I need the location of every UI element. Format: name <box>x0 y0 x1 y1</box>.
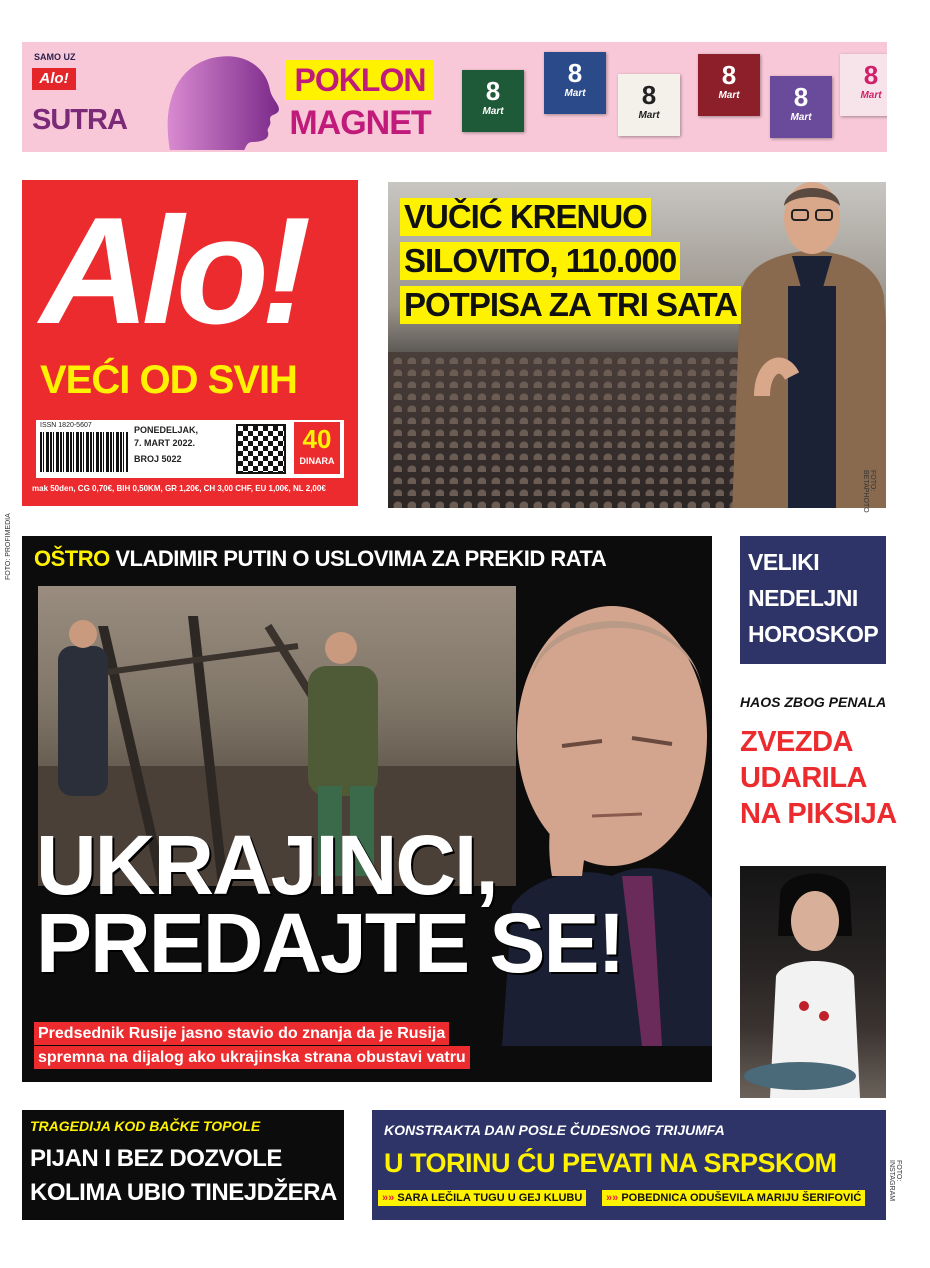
gift-magnet <box>618 74 680 136</box>
promo-magnet: MAGNET <box>289 104 431 142</box>
konstrakta-headline: U TORINU ĆU PEVATI NA SRPSKOM <box>384 1148 837 1178</box>
magnet-number: 8 <box>721 60 737 90</box>
politician-photo <box>722 182 886 508</box>
promo-logo: Alo! <box>32 68 76 90</box>
issue-day: PONEDELJAK, <box>134 425 199 435</box>
bake-kicker: TRAGEDIJA KOD BAČKE TOPOLE <box>30 1118 261 1134</box>
konstrakta-photo <box>740 866 886 1098</box>
promo-day: SUTRA <box>32 104 127 136</box>
arrow-icon: »» <box>382 1192 395 1204</box>
qr-code-icon <box>236 424 286 474</box>
main-headline-line2: PREDAJTE SE! <box>36 896 624 990</box>
masthead-title: Alo! <box>40 186 304 356</box>
story-vucic[interactable] <box>388 182 886 508</box>
sub2-text: POBEDNICA ODUŠEVILA MARIJU ŠERIFOVIĆ <box>621 1192 862 1204</box>
photo-credit-konstrakta: FOTO: INSTAGRAM <box>888 1160 902 1202</box>
masthead <box>22 180 358 506</box>
price-badge <box>294 422 340 474</box>
magnet-label: Mart <box>564 88 586 99</box>
horoscope-teaser[interactable] <box>740 536 886 664</box>
zvezda-headline[interactable] <box>740 724 897 832</box>
price-currency: DINARA <box>299 456 335 466</box>
gift-magnet <box>770 76 832 138</box>
magnet-label: Mart <box>638 110 660 121</box>
promo-banner <box>22 42 887 152</box>
vucic-headline-line2: SILOVITO, 110.000 <box>400 242 680 280</box>
bake-line1: PIJAN I BEZ DOZVOLE <box>30 1145 282 1172</box>
photo-credit: FOTO: BETAPHOTO <box>862 470 876 513</box>
promo-poklon: POKLON <box>286 60 434 100</box>
zvezda-line1: ZVEZDA <box>740 726 853 758</box>
issue-number: BROJ 5022 <box>134 454 182 464</box>
main-headline-line1: UKRAJINCI, <box>36 818 497 912</box>
magnet-label: Mart <box>790 112 812 123</box>
masthead-info-box <box>36 420 344 478</box>
barcode-icon <box>40 432 128 472</box>
issn: ISSN 1820-5607 <box>40 422 92 429</box>
konstrakta-kicker: KONSTRAKTA DAN POSLE ČUDESNOG TRIJUMFA <box>384 1122 725 1138</box>
promo-tag: SAMO UZ <box>34 52 76 62</box>
kicker-text: VLADIMIR PUTIN O USLOVIMA ZA PREKID RATA <box>115 546 607 571</box>
crowd-photo <box>388 352 748 508</box>
kicker-highlight: OŠTRO <box>34 546 110 571</box>
photo-credit-main: FOTO: PROFIMEDIA <box>5 513 12 580</box>
horoscope-line2: NEDELJNI <box>748 585 858 611</box>
zvezda-line3: NA PIKSIJA <box>740 798 897 830</box>
bake-line2: KOLIMA UBIO TINEJDŽERA <box>30 1179 337 1206</box>
bake-headline <box>30 1142 337 1210</box>
arrow-icon: »» <box>606 1192 619 1204</box>
price-value: 40 <box>302 424 332 454</box>
zvezda-line2: UDARILA <box>740 762 867 794</box>
main-headline <box>36 818 624 990</box>
issue-date: 7. MART 2022. <box>134 438 196 448</box>
zvezda-kicker: HAOS ZBOG PENALA <box>740 694 887 710</box>
konstrakta-sub2[interactable] <box>602 1190 865 1206</box>
main-deck-line1: Predsednik Rusije jasno stavio do znanja da je Rusija <box>34 1022 449 1045</box>
magnet-number: 8 <box>567 58 583 88</box>
sub1-text: SARA LEČILA TUGU U GEJ KLUBU <box>397 1192 583 1204</box>
magnet-number: 8 <box>485 76 501 106</box>
magnet-label: Mart <box>482 106 504 117</box>
horoscope-title <box>748 544 878 652</box>
story-putin[interactable] <box>22 536 712 1082</box>
magnet-label: Mart <box>718 90 740 101</box>
konstrakta-sub1[interactable] <box>378 1190 586 1206</box>
magnet-label: Mart <box>860 90 882 101</box>
magnet-number: 8 <box>793 82 809 112</box>
vucic-headline-line1: VUČIĆ KRENUO <box>400 198 651 236</box>
vucic-headline-line3: POTPISA ZA TRI SATA <box>400 286 741 324</box>
woman-silhouette-icon <box>142 50 292 150</box>
horoscope-line1: VELIKI <box>748 549 820 575</box>
gift-magnet <box>544 52 606 114</box>
gift-magnet <box>840 54 887 116</box>
story-backa-topola[interactable] <box>22 1110 344 1220</box>
masthead-slogan: VEĆI OD SVIH <box>40 358 297 402</box>
gift-magnet <box>462 70 524 132</box>
foreign-prices: mak 50den, CG 0,70€, BIH 0,50KM, GR 1,20€, CH 3,00 CHF, EU 1,00€, NL 2,00€ <box>32 484 326 493</box>
story-konstrakta[interactable] <box>372 1110 886 1220</box>
horoscope-line3: HOROSKOP <box>748 621 879 647</box>
main-kicker <box>34 546 606 572</box>
main-deck-line2: spremna na dijalog ako ukrajinska strana obustavi vatru <box>34 1046 470 1069</box>
gift-magnet <box>698 54 760 116</box>
magnet-number: 8 <box>863 60 879 90</box>
magnet-number: 8 <box>641 80 657 110</box>
